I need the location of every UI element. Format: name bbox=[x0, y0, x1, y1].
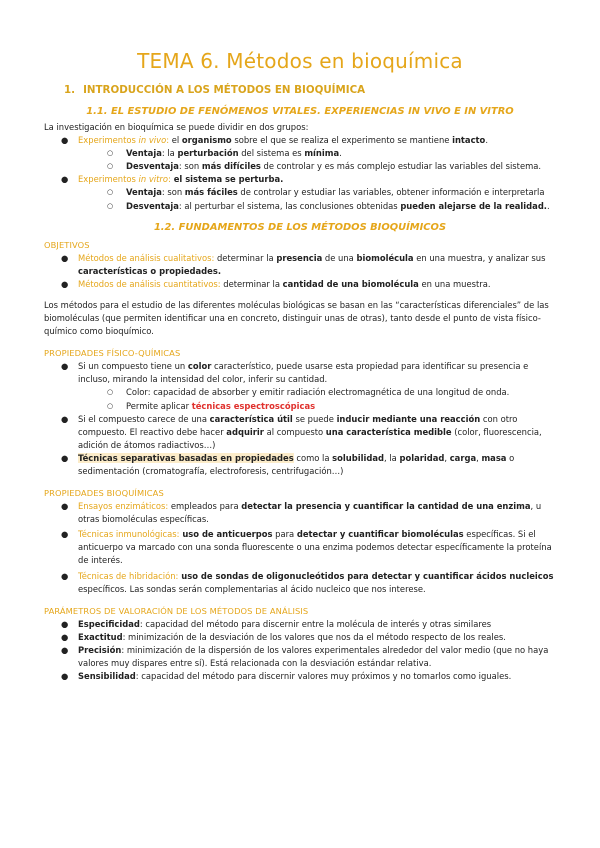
list-subitem-vitro-advantage: ○ Ventaja: son más fáciles de controlar y estudiar las variables, obtener información e interpretarla bbox=[44, 186, 556, 199]
list-item-precision: ● Precisión: minimización de la dispersión de los valores experimentales alrededor del valor medio (que no haya valores muy dispares entre sí). Está relacionada con la desviación estándar relativa. bbox=[61, 644, 549, 668]
bullet-icon: ● bbox=[61, 529, 69, 540]
parameters-list bbox=[44, 618, 556, 683]
bullet-icon: ● bbox=[61, 618, 69, 629]
list-subitem-vitro-disadvantage: ○ Desventaja: al perturbar el sistema, las conclusiones obtenidas pueden alejarse de la realidad.. bbox=[44, 200, 556, 213]
sub-bullet-icon: ○ bbox=[107, 149, 114, 158]
list-item-in-vitro: ● Experimentos in vitro: el sistema se perturba. bbox=[44, 173, 556, 186]
heading-fisico-quimicas: PROPIEDADES FÍSICO-QUÍMICAS bbox=[44, 348, 181, 359]
experiments-list bbox=[44, 134, 556, 213]
term-lead: Experimentos in vivo: bbox=[78, 135, 170, 146]
intro-paragraph: La investigación en bioquímica se puede dividir en dos grupos: bbox=[44, 122, 309, 132]
list-subitem-spectroscopy: ○ Permite aplicar técnicas espectroscópicas bbox=[44, 400, 556, 413]
bullet-icon: ● bbox=[61, 174, 69, 185]
section-number: 1. bbox=[64, 84, 76, 96]
list-item-sensitivity: ● Sensibilidad: capacidad del método para discernir valores muy próximos y no tomarlos como iguales. bbox=[44, 670, 556, 683]
bullet-icon: ● bbox=[61, 631, 69, 642]
bullet-icon: ● bbox=[61, 570, 69, 581]
bullet-icon: ● bbox=[61, 252, 69, 263]
list-item-enzymatic: ● Ensayos enzimáticos: empleados para detectar la presencia y cuantificar la cantidad de una enzima, u otras biomoléculas específicas. bbox=[61, 501, 542, 525]
heading-bioquimicas: PROPIEDADES BIOQUÍMICAS bbox=[44, 488, 164, 499]
bullet-icon: ● bbox=[61, 644, 69, 655]
heading-parametros: PARÁMETROS DE VALORACIÓN DE LOS MÉTODOS DE ANÁLISIS bbox=[44, 605, 309, 616]
bullet-icon: ● bbox=[61, 452, 69, 463]
heading-objetivos: OBJETIVOS bbox=[44, 239, 90, 250]
sub-bullet-icon: ○ bbox=[107, 201, 114, 210]
biochemical-list bbox=[44, 500, 556, 596]
term-lead: Experimentos in vitro: bbox=[78, 174, 171, 185]
list-item-in-vivo: ● Experimentos in vivo: el organismo sobre el que se realiza el experimento se mantiene intacto. bbox=[44, 134, 556, 147]
bullet-icon: ● bbox=[61, 135, 69, 146]
list-item-separative-techniques: ● Técnicas separativas basadas en propiedades como la solubilidad, la polaridad, carga, masa o sedimentación (cromatografía, electroforesis, centrifugación…) bbox=[61, 452, 515, 476]
list-subitem-vivo-disadvantage: ○ Desventaja: son más difíciles de controlar y es más complejo estudiar las variables del sistema. bbox=[44, 160, 556, 173]
sub-bullet-icon: ○ bbox=[107, 401, 114, 410]
sub-bullet-icon: ○ bbox=[107, 388, 114, 397]
bullet-icon: ● bbox=[61, 278, 69, 289]
page-title: TEMA 6. Métodos en bioquímica bbox=[137, 49, 463, 73]
list-item-immunological: ● Técnicas inmunológicas: uso de anticuerpos para detectar y cuantificar biomoléculas específicas. Si el anticuerpo va marcado con una sonda fluorescente o una enzima podemos detectar específicamente la proteína de interés. bbox=[61, 529, 552, 566]
list-item-color: ● Si un compuesto tiene un color característico, puede usarse esta propiedad para identificar su presencia e incluso, mirando la intensidad del color, inferir su cantidad. bbox=[61, 361, 529, 385]
list-item-quantitative: ● Métodos de análisis cuantitativos: determinar la cantidad de una biomolécula en una muestra. bbox=[44, 278, 556, 291]
subsection-heading-1-1: 1.1. EL ESTUDIO DE FENÓMENOS VITALES. EXPERIENCIAS IN VIVO E IN VITRO bbox=[86, 106, 514, 117]
section-label: INTRODUCCIÓN A LOS MÉTODOS EN BIOQUÍMICA bbox=[83, 84, 366, 96]
list-item-specificity: ● Especificidad: capacidad del método para discernir entre la molécula de interés y otras similares bbox=[44, 618, 556, 631]
bullet-icon: ● bbox=[61, 413, 69, 424]
sub-bullet-icon: ○ bbox=[107, 162, 114, 171]
sub-bullet-icon: ○ bbox=[107, 188, 114, 197]
bullet-icon: ● bbox=[61, 501, 69, 512]
physicochemical-list bbox=[44, 360, 556, 478]
bullet-icon: ● bbox=[61, 361, 69, 372]
list-item-qualitative: ● Métodos de análisis cualitativos: determinar la presencia de una biomolécula en una muestra, y analizar sus características o propiedades. bbox=[61, 252, 546, 276]
bullet-icon: ● bbox=[61, 671, 69, 682]
list-subitem-color-definition: ○ Color: capacidad de absorber y emitir radiación electromagnética de una longitud de onda. bbox=[44, 386, 556, 399]
subsection-heading-1-2: 1.2. FUNDAMENTOS DE LOS MÉTODOS BIOQUÍMICOS bbox=[153, 221, 447, 233]
methods-paragraph: Los métodos para el estudio de las diferentes moléculas biológicas se basan en las “características diferenciales” de las biomoléculas (que permiten identificar una en concreto, distinguir unas de otras), tanto desde el punto de vista físico-químico como bioquímico. bbox=[44, 299, 549, 337]
objectives-list bbox=[44, 252, 556, 291]
list-subitem-vivo-advantage: ○ Ventaja: la perturbación del sistema es mínima. bbox=[44, 147, 556, 160]
list-item-accuracy: ● Exactitud: minimización de la desviación de los valores que nos da el método respecto de los reales. bbox=[44, 631, 556, 644]
list-item-induced-reaction: ● Si el compuesto carece de una característica útil se puede inducir mediante una reacción con otro compuesto. El reactivo debe hacer adquirir al compuesto una característica medible (color, fluorescencia, adición de átomos radiactivos…) bbox=[61, 413, 542, 450]
section-heading-1 bbox=[44, 83, 556, 97]
list-item-hybridization: ● Técnicas de hibridación: uso de sondas de oligonucleótidos para detectar y cuantificar ácidos nucleicos específicos. Las sondas serán complementarias al ácido nucleico que nos interese. bbox=[61, 570, 554, 594]
